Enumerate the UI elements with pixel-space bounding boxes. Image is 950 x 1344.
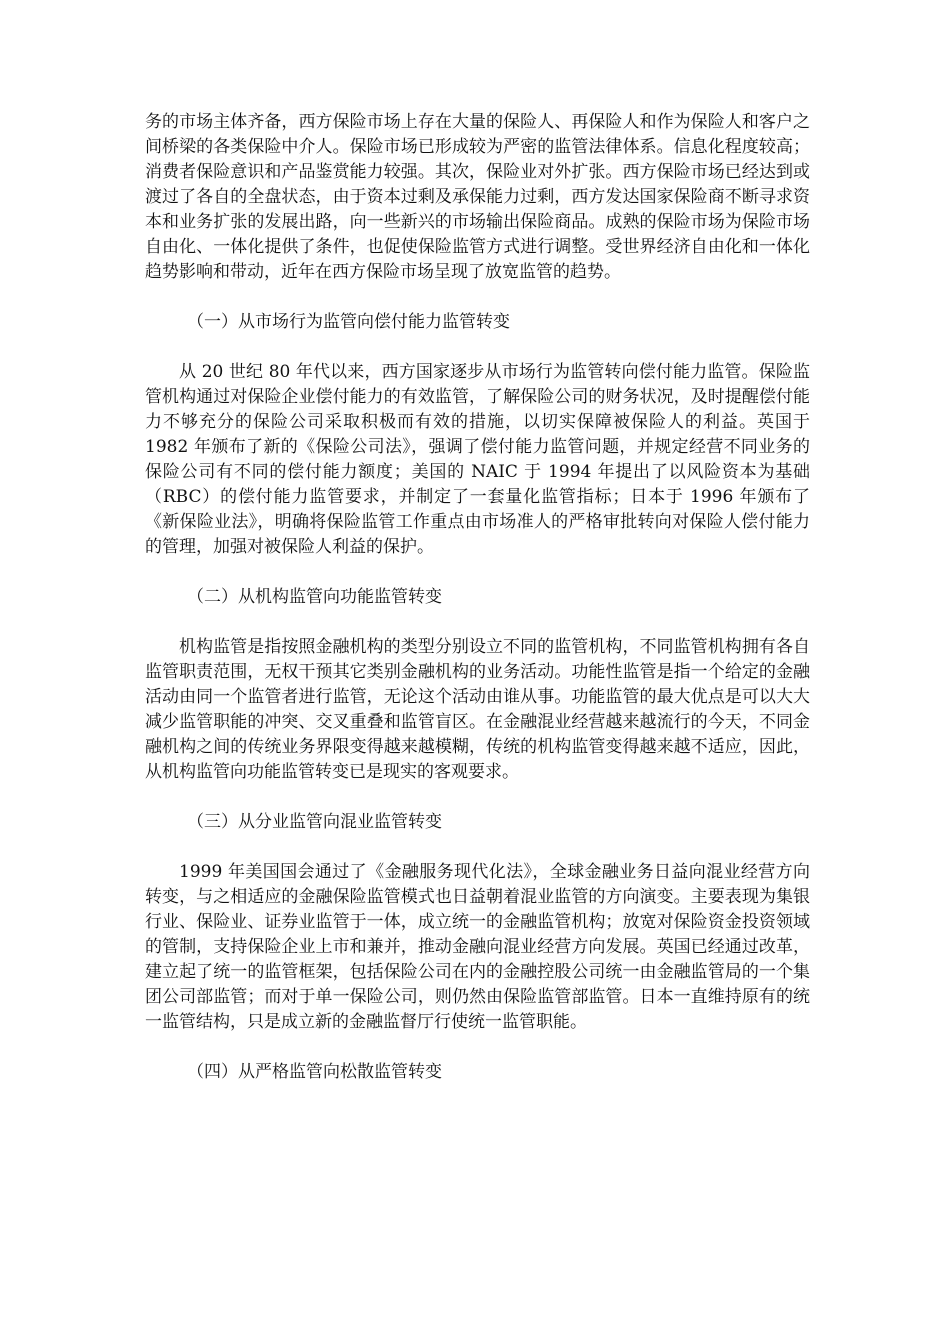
spacer <box>145 285 810 310</box>
section-heading-3: （三）从分业监管向混业监管转变 <box>187 812 442 832</box>
paragraph-section-2: 机构监管是指按照金融机构的类型分别设立不同的监管机构，不同监管机构拥有各自监管职责范围，无权干预其它类别金融机构的业务活动。功能性监管是指一个给定的金融活动由同一个监管者进行监管，无论这个活动由谁从事。功能监管的最大优点是可以大大减少监管职能的冲突、交叉重叠和监管盲区。在金融混业经营越来越流行的今天，不同金融机构之间的传统业务界限变得越来越模糊，传统的机构监管变得越来越不适应，因此，从机构监管向功能监管转变已是现实的客观要求。 <box>145 637 810 782</box>
section-heading-4: （四）从严格监管向松散监管转变 <box>187 1062 442 1082</box>
paragraph-section-1: 从 20 世纪 80 年代以来，西方国家逐步从市场行为监管转向偿付能力监管。保险监管机构通过对保险企业偿付能力的有效监管，了解保险公司的财务状况，及时提醒偿付能力不够充分的保险公司采取积极而有效的措施，以切实保障被保险人的利益。英国于 1982 年颁布了新的《保险公司法》，强调了偿付能力监管问题，并规定经营不同业务的保险公司有不同的偿付能力额度；美国的 NAIC 于 1994 年提出了以风险资本为基础（RBC）的偿付能力监管要求，并制定了一套量化监管指标；日本于 1996 年颁布了《新保险业法》，明确将保险监管工作重点由市场准人的严格审批转向对保险人偿付能力的管理，加强对被保险人利益的保护。 <box>145 362 810 557</box>
spacer <box>145 335 810 360</box>
spacer <box>145 835 810 860</box>
spacer <box>145 610 810 635</box>
paragraph-section-3: 1999 年美国国会通过了《金融服务现代化法》，全球金融业务日益向混业经营方向转变，与之相适应的金融保险监管模式也日益朝着混业监管的方向演变。主要表现为集银行业、保险业、证券业监管于一体，成立统一的金融监管机构；放宽对保险资金投资领域的管制，支持保险企业上市和兼并，推动金融向混业经营方向发展。英国已经通过改革，建立起了统一的监管框架，包括保险公司在内的金融控股公司统一由金融监管局的一个集团公司部监管；而对于单一保险公司，则仍然由保险监管部监管。日本一直维持原有的统一监管结构，只是成立新的金融监督厅行使统一监管职能。 <box>145 862 810 1032</box>
spacer <box>145 785 810 810</box>
section-heading-1: （一）从市场行为监管向偿付能力监管转变 <box>187 312 510 332</box>
section-heading-2: （二）从机构监管向功能监管转变 <box>187 587 442 607</box>
paragraph-intro: 务的市场主体齐备，西方保险市场上存在大量的保险人、再保险人和作为保险人和客户之间桥梁的各类保险中介人。保险市场已形成较为严密的监管法律体系。信息化程度较高；消费者保险意识和产品鉴赏能力较强。其次，保险业对外扩张。西方保险市场已经达到或渡过了各自的全盘状态，由于资本过剩及承保能力过剩，西方发达国家保险商不断寻求资本和业务扩张的发展出路，向一些新兴的市场输出保险商品。成熟的保险市场为保险市场自由化、一体化提供了条件，也促使保险监管方式进行调整。受世界经济自由化和一体化趋势影响和带动，近年在西方保险市场呈现了放宽监管的趋势。 <box>145 112 810 282</box>
document-page <box>145 110 810 1085</box>
spacer <box>145 1035 810 1060</box>
spacer <box>145 560 810 585</box>
